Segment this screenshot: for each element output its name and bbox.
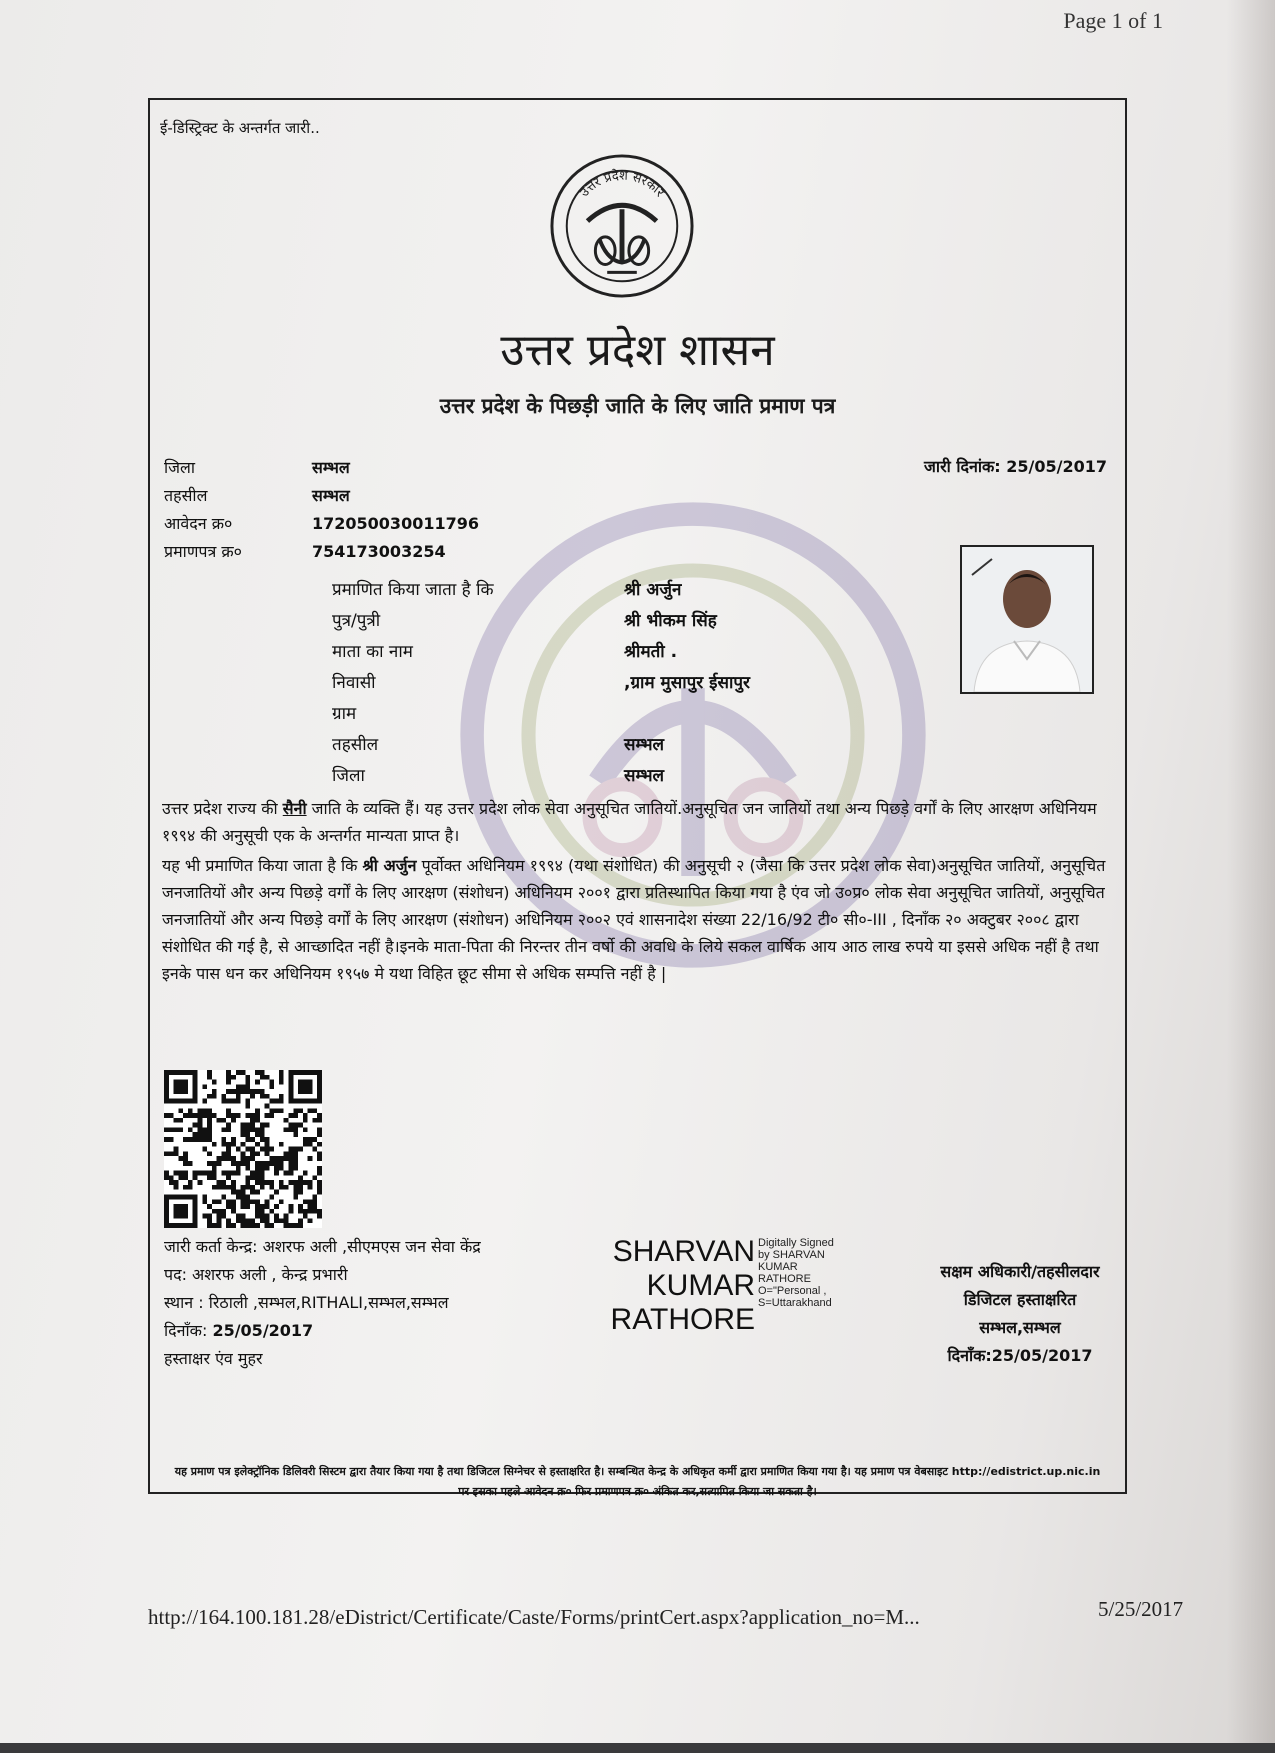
authority-place: सम्भल,सम्भल bbox=[979, 1318, 1061, 1337]
field-label: तहसील bbox=[332, 735, 379, 755]
authority-date: दिनाँक:25/05/2017 bbox=[947, 1346, 1093, 1365]
meta-value: सम्भल bbox=[312, 458, 350, 477]
signature-meta-line: O="Personal , bbox=[758, 1285, 827, 1297]
page-bottom-edge bbox=[0, 1743, 1275, 1753]
field-label: निवासी bbox=[332, 673, 376, 693]
digital-signature-name bbox=[605, 1235, 755, 1337]
meta-application-no bbox=[164, 512, 479, 534]
qr-code-icon bbox=[164, 1070, 322, 1228]
applicant-name: श्री अर्जुन bbox=[362, 856, 417, 875]
up-government-emblem-icon bbox=[548, 152, 696, 300]
government-title: उत्तर प्रदेश शासन bbox=[500, 325, 775, 376]
issuer-sign-label: हस्ताक्षर एंव मुहर bbox=[164, 1349, 263, 1368]
authority-title: सक्षम अधिकारी/तहसीलदार bbox=[940, 1262, 1100, 1281]
certificate-title: उत्तर प्रदेश के पिछड़ी जाति के लिए जाति प्रमाण पत्र bbox=[439, 394, 836, 418]
emblem-text: उत्तर प्रदेश सरकार bbox=[577, 168, 668, 201]
digital-signature-details bbox=[758, 1237, 834, 1309]
applicant-photo bbox=[960, 545, 1094, 694]
issuer-place: स्थान : रिठाली ,सम्भल,RITHALI,सम्भल,सम्भल bbox=[164, 1293, 449, 1312]
field-certified-name bbox=[332, 577, 681, 600]
field-label: जिला bbox=[332, 766, 365, 786]
meta-certificate-no bbox=[164, 540, 446, 562]
field-value: ,ग्राम मुसापुर ईसापुर bbox=[624, 673, 750, 693]
issuer-centre: जारी कर्ता केन्द्र: अशरफ अली ,सीएमएस जन सेवा केंद्र bbox=[164, 1237, 481, 1256]
meta-value: 754173003254 bbox=[312, 542, 446, 561]
meta-label: जिला bbox=[164, 458, 196, 477]
issue-date: जारी दिनांक: 25/05/2017 bbox=[924, 457, 1107, 476]
page-number: Page 1 of 1 bbox=[1063, 8, 1163, 33]
field-district bbox=[332, 763, 664, 786]
para1-prefix: उत्तर प्रदेश राज्य की bbox=[162, 799, 283, 818]
field-value: श्रीमती . bbox=[624, 642, 678, 662]
signature-line: RATHORE bbox=[610, 1303, 755, 1336]
signature-meta-line: RATHORE bbox=[758, 1273, 811, 1285]
para2-prefix: यह भी प्रमाणित किया जाता है कि bbox=[162, 856, 363, 875]
field-label: प्रमाणित किया जाता है कि bbox=[332, 580, 494, 600]
field-son-daughter-of bbox=[332, 608, 717, 631]
signature-meta-line: Digitally Signed bbox=[758, 1237, 834, 1249]
print-url: http://164.100.181.28/eDistrict/Certificate/Caste/Forms/printCert.aspx?application_no=M... bbox=[148, 1605, 920, 1629]
issuer-date-label: दिनाँक: bbox=[164, 1321, 213, 1340]
verification-note: यह प्रमाण पत्र इलेक्ट्रॉनिक डिलिवरी सिस्टम द्वारा तैयार किया गया है तथा डिजिटल सिग्नेचर से हस्ताक्षरित है। सम्बन्धित केन्द्र के अधिकृत कर्मी द्वारा प्रमाणित किया गया है। यह प्रमाण पत्र वेबसाइट http://edistrict.up.nic.in पर इसका पहले आवेदन क्र० फिर प्रमाणपत्र क्र० अंकित कर,सत्यापित किया जा सकता है। bbox=[174, 1465, 1101, 1498]
field-mother-name bbox=[332, 639, 677, 662]
caste-statement-paragraph bbox=[162, 795, 1112, 849]
field-label: माता का नाम bbox=[332, 642, 413, 662]
signature-line: KUMAR bbox=[646, 1269, 755, 1302]
field-village bbox=[332, 701, 624, 724]
person-photo-icon bbox=[962, 547, 1092, 692]
meta-tehsil bbox=[164, 484, 350, 506]
meta-value: सम्भल bbox=[312, 486, 350, 505]
signature-line: SHARVAN bbox=[612, 1235, 755, 1268]
field-resident bbox=[332, 670, 750, 693]
meta-label: प्रमाणपत्र क्र० bbox=[164, 542, 242, 561]
issuer-date-value: 25/05/2017 bbox=[212, 1321, 314, 1340]
field-value: श्री अर्जुन bbox=[624, 580, 682, 600]
field-value: श्री भीकम सिंह bbox=[624, 611, 717, 631]
issued-under-note: ई-डिस्ट्रिक्ट के अन्तर्गत जारी.. bbox=[160, 119, 320, 137]
para1-rest: जाति के व्यक्ति हैं। यह उत्तर प्रदेश लोक सेवा अनुसूचित जातियों.अनुसूचित जन जातियों तथा अन्य पिछड़े वर्गों के लिए आरक्षण अधिनियम १९९४ की अनुसूची एक के अन्तर्गत मान्यता प्राप्त है। bbox=[162, 799, 1097, 845]
field-value: सम्भल bbox=[624, 766, 665, 786]
page-edge-shadow bbox=[1227, 0, 1275, 1753]
signature-meta-line: by SHARVAN bbox=[758, 1249, 825, 1261]
issuer-post: पद: अशरफ अली , केन्द्र प्रभारी bbox=[164, 1265, 348, 1284]
meta-district bbox=[164, 456, 350, 478]
certificate-frame bbox=[148, 98, 1127, 1498]
meta-label: तहसील bbox=[164, 486, 208, 505]
field-value: सम्भल bbox=[624, 735, 665, 755]
signature-meta-line: KUMAR bbox=[758, 1261, 798, 1273]
print-date: 5/25/2017 bbox=[1098, 1597, 1184, 1621]
issuer-date bbox=[164, 1319, 313, 1341]
meta-label: आवेदन क्र० bbox=[164, 514, 233, 533]
field-label: ग्राम bbox=[332, 704, 357, 724]
authority-digital-signed: डिजिटल हस्ताक्षरित bbox=[963, 1290, 1077, 1309]
svg-text:उत्तर प्रदेश सरकार bbox=[577, 168, 667, 201]
field-tehsil bbox=[332, 732, 664, 755]
signature-meta-line: S=Uttarakhand bbox=[758, 1297, 832, 1309]
meta-value: 172050030011796 bbox=[312, 514, 479, 533]
para2-rest: पूर्वोक्त अधिनियम १९९४ (यथा संशोधित) की अनुसूची २ (जैसा कि उत्तर प्रदेश लोक सेवा)अनुसूचित जातियों, अनुसूचित जनजातियों और अन्य पिछड़े वर्गों के लिए आरक्षण (संशोधन) अधिनियम २००१ द्वारा प्रतिस्थापित किया गया है एंव जो उ०प्र० लोक सेवा अनुसूचित जातियों, अनुसूचित जनजातियों और अन्य पिछड़े वर्गों के लिए आरक्षण (संशोधन) अधिनियम २००२ एवं शासनादेश संख्या 22/16/92 टी० सी०-III , दिनाँक २० अक्टुबर २००८ द्वारा संशोधित की गई है, से आच्छादित नहीं है।इनके माता-पिता की निरन्तर तीन वर्षो की अवधि के लिये सकल वार्षिक आय आठ लाख रुपये या इससे अधिक नहीं है तथा इनके पास धन कर अधिनियम १९५७ मे यथा विहित छूट सीमा से अधिक सम्पत्ति नहीं है | bbox=[162, 856, 1106, 983]
creamy-layer-paragraph bbox=[162, 852, 1112, 987]
field-label: पुत्र/पुत्री bbox=[332, 611, 381, 631]
caste-name: सैनी bbox=[282, 799, 307, 818]
